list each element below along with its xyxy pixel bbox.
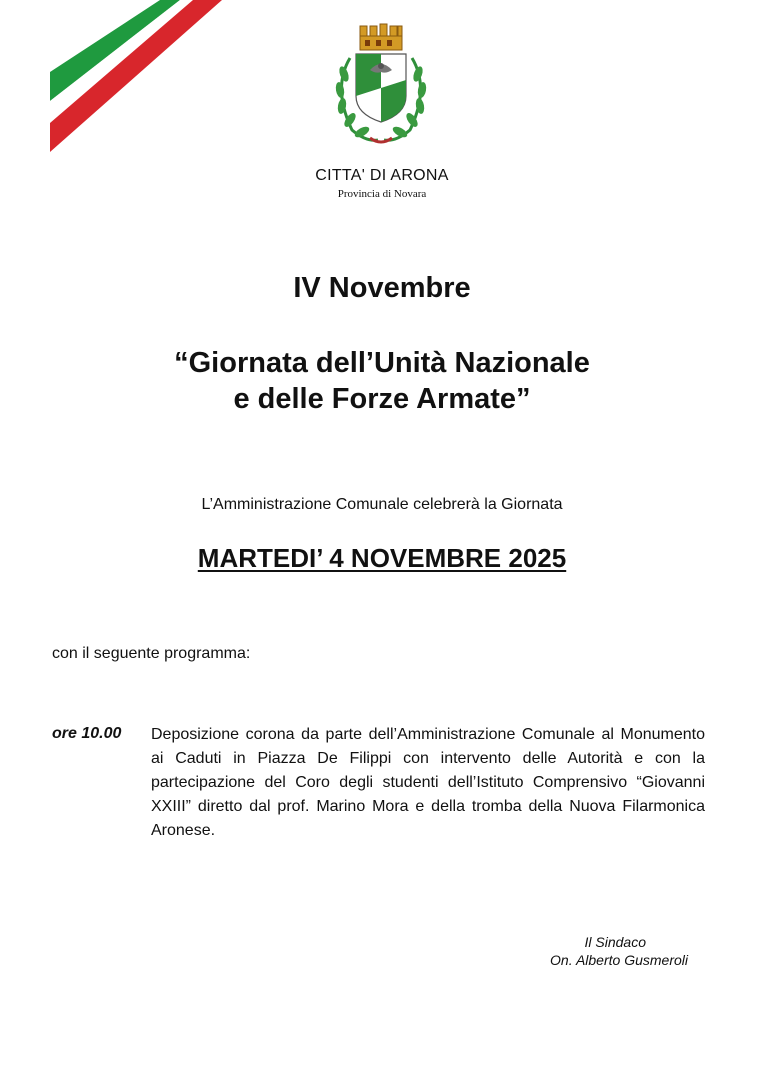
subtitle-line-1: “Giornata dell’Unità Nazionale [174, 347, 590, 379]
subtitle-line-2: e delle Forze Armate” [233, 383, 531, 415]
page-subtitle [0, 345, 764, 417]
signature-title: Il Sindaco [584, 934, 646, 950]
italian-flag-ribbon [0, 0, 240, 170]
program-item-description: Deposizione corona da parte dell’Amministrazione Comunale al Monumento ai Caduti in Piazza De Filippi con intervento delle Autorità e con la partecipazione del Coro degli studenti dell’Istituto Comprensivo “Giovanni XXIII” diretto dal prof. Marino Mora e della tromba della Nuova Filarmonica Aronese. [151, 726, 705, 839]
province-name: Provincia di Novara [337, 188, 427, 200]
program-item-time: ore 10.00 [52, 725, 122, 742]
city-name: CITTA' DI ARONA [315, 167, 449, 184]
city-crest-icon [318, 18, 444, 152]
signature-name: On. Alberto Gusmeroli [550, 952, 688, 968]
intro-text: L’Amministrazione Comunale celebrerà la Giornata [201, 496, 563, 513]
event-date: MARTEDI’ 4 NOVEMBRE 2025 [197, 543, 567, 573]
program-intro: con il seguente programma: [52, 645, 251, 662]
page-title: IV Novembre [293, 272, 471, 304]
